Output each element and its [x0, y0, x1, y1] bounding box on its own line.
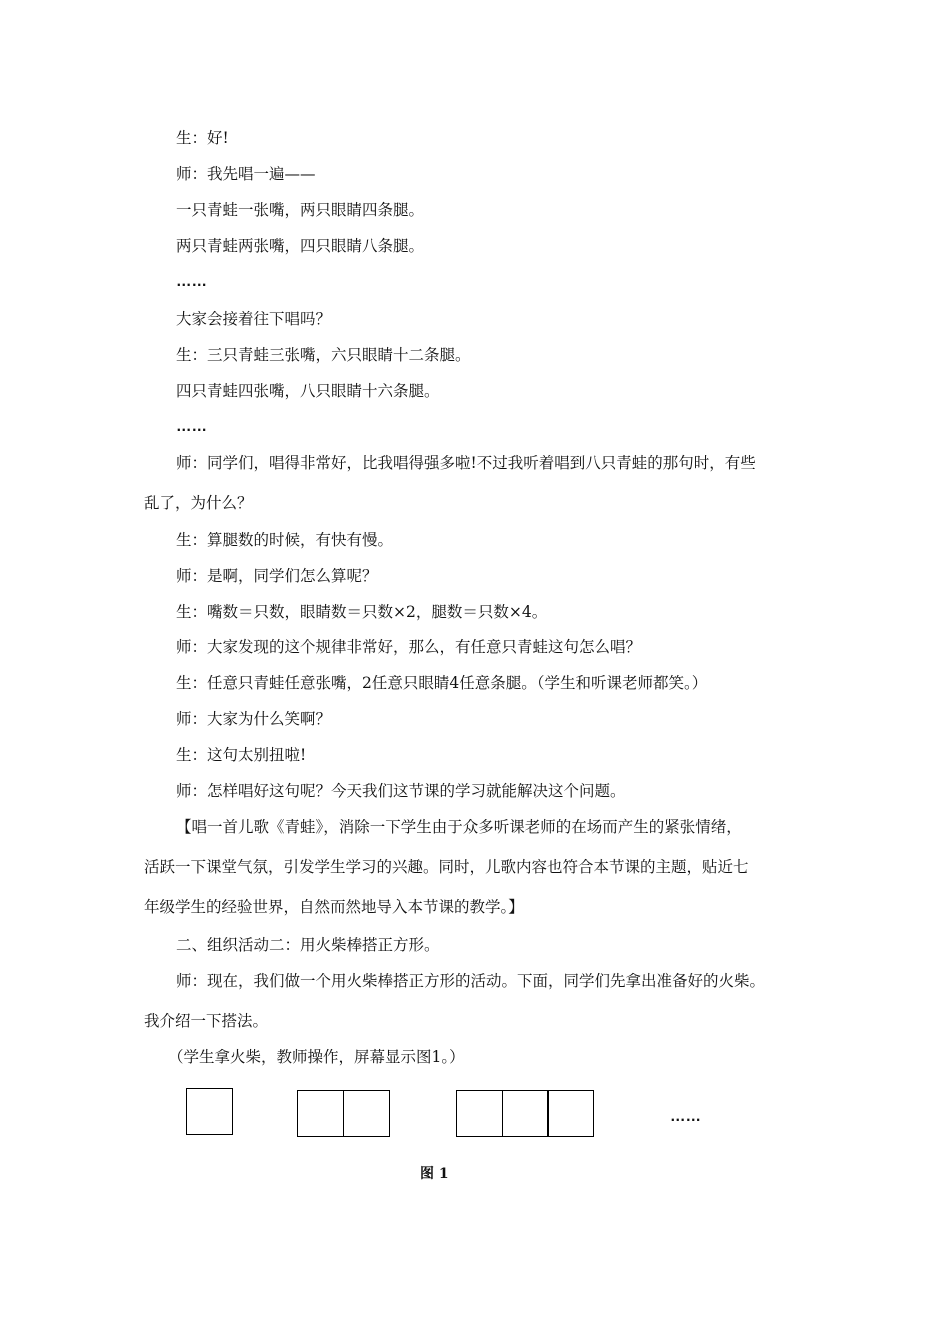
ellipsis: …… [176, 418, 207, 435]
figure-ellipsis: …… [670, 1108, 701, 1125]
section-heading: 二、组织活动二：用火柴棒搭正方形。 [176, 936, 440, 954]
square-group-1 [186, 1088, 233, 1135]
dialogue-line: 师：怎样唱好这句呢？今天我们这节课的学习就能解决这个问题。 [176, 782, 626, 800]
dialogue-line: 师：是啊，同学们怎么算呢？ [176, 567, 378, 585]
matchstick-square [502, 1090, 549, 1137]
stage-direction: （学生拿火柴，教师操作，屏幕显示图1。） [168, 1048, 465, 1066]
dialogue-line: 生：嘴数＝只数，眼睛数＝只数×2，腿数＝只数×4。 [176, 603, 548, 621]
song-line: 一只青蛙一张嘴，两只眼睛四条腿。 [176, 201, 425, 219]
commentary-line: 【唱一首儿歌《青蛙》，消除一下学生由于众多听课老师的在场而产生的紧张情绪， [176, 818, 742, 836]
dialogue-line: 大家会接着往下唱吗？ [176, 310, 332, 328]
dialogue-line-continued: 我介绍一下搭法。 [144, 1012, 269, 1030]
dialogue-line: 师：同学们，唱得非常好，比我唱得强多啦!不过我听着唱到八只青蛙的那句时，有些 [176, 454, 756, 472]
matchstick-square [547, 1090, 594, 1137]
dialogue-line: 师：大家发现的这个规律非常好，那么，有任意只青蛙这句怎么唱？ [176, 638, 642, 656]
matchstick-square [343, 1090, 390, 1137]
dialogue-line-continued: 乱了，为什么？ [144, 494, 253, 512]
dialogue-line: 师：大家为什么笑啊？ [176, 710, 332, 728]
dialogue-line: 师：我先唱一遍—— [176, 165, 316, 183]
ellipsis: …… [176, 273, 207, 290]
song-line: 两只青蛙两张嘴，四只眼睛八条腿。 [176, 237, 425, 255]
dialogue-line: 生：这句太别扭啦! [176, 746, 307, 764]
figure-caption: 图 1 [420, 1166, 449, 1182]
commentary-line: 年级学生的经验世界，自然而然地导入本节课的教学。】 [144, 898, 524, 916]
song-line: 四只青蛙四张嘴，八只眼睛十六条腿。 [176, 382, 440, 400]
dialogue-line: 生：好! [176, 129, 229, 147]
matchstick-square [456, 1090, 503, 1137]
matchstick-square [297, 1090, 344, 1137]
square-group-3 [456, 1090, 594, 1137]
square-group-2 [297, 1090, 390, 1137]
dialogue-line: 生：任意只青蛙任意张嘴，2任意只眼睛4任意条腿。（学生和听课老师都笑。） [176, 674, 708, 692]
matchstick-square [186, 1088, 233, 1135]
commentary-line: 活跃一下课堂气氛，引发学生学习的兴趣。同时，儿歌内容也符合本节课的主题，贴近七 [144, 858, 749, 876]
dialogue-line: 生：算腿数的时候，有快有慢。 [176, 531, 394, 549]
dialogue-line: 师：现在，我们做一个用火柴棒搭正方形的活动。下面，同学们先拿出准备好的火柴。 [176, 972, 766, 990]
dialogue-line: 生：三只青蛙三张嘴，六只眼睛十二条腿。 [176, 346, 471, 364]
